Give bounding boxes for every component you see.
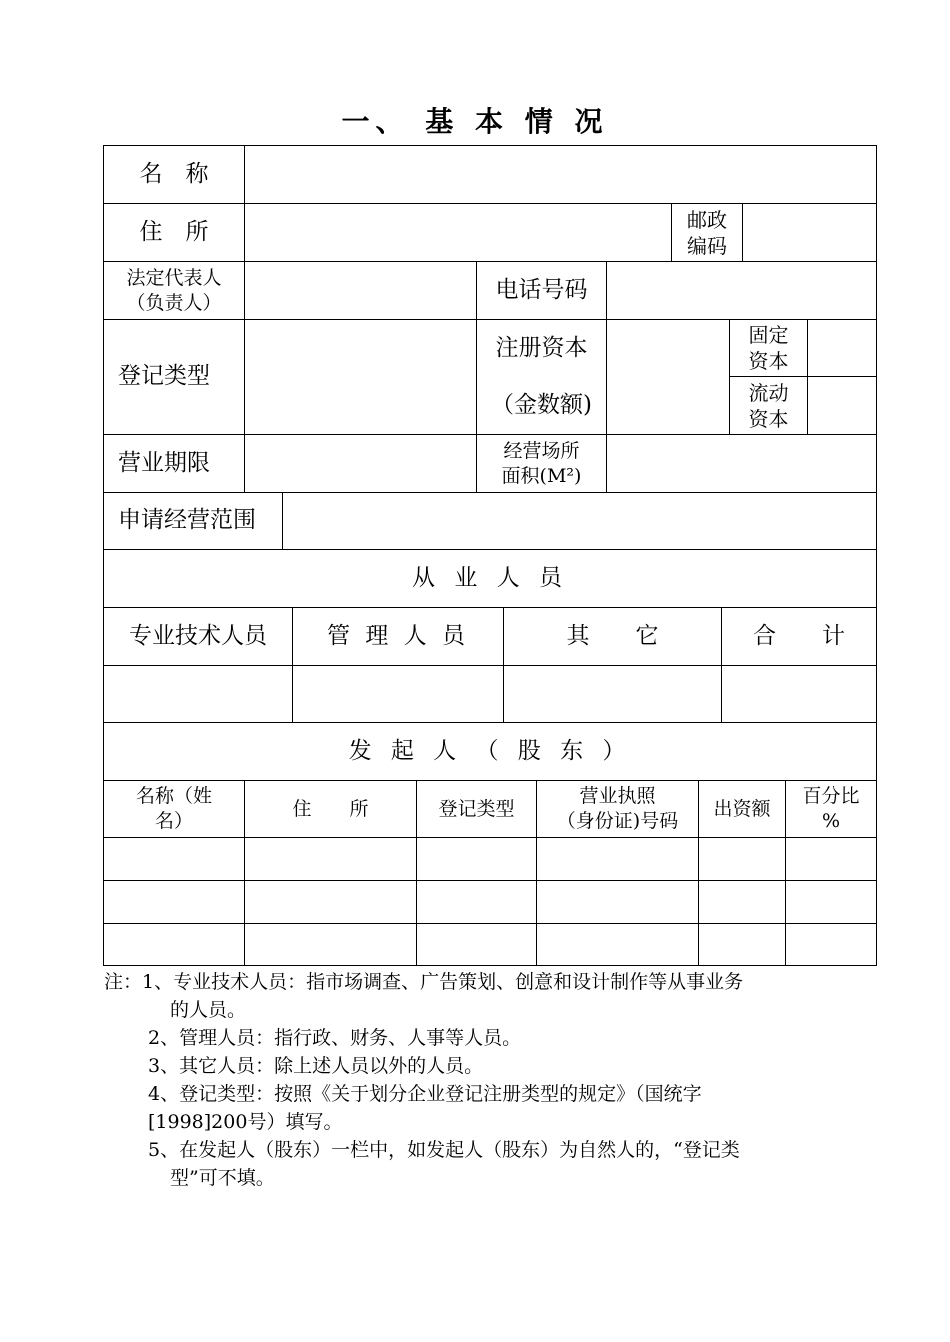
reg-type-label: 登记类型 [103,319,245,435]
name-label: 名 称 [103,145,245,204]
business-term-field[interactable] [244,434,477,493]
founders-row-3-reg-type[interactable] [416,923,537,966]
phone-field[interactable] [606,261,877,320]
founders-row-1-license[interactable] [536,837,699,881]
business-term-label: 营业期限 [103,434,245,493]
staff-section-title: 从 业 人 员 [103,549,877,608]
address-field[interactable] [244,203,672,262]
note-4: 4、登记类型：按照《关于划分企业登记注册类型的规定》（国统字 [148,1083,702,1105]
founders-row-2-address[interactable] [244,880,417,924]
founders-row-3-percent[interactable] [785,923,877,966]
fixed-capital-label: 固定 资本 [729,319,808,377]
founders-row-3-capital[interactable] [698,923,786,966]
staff-header-management: 管 理 人 员 [292,607,504,666]
reg-type-field[interactable] [244,319,477,435]
founders-row-2-license[interactable] [536,880,699,924]
business-scope-label: 申请经营范围 [103,492,283,550]
note-5: 5、在发起人（股东）一栏中，如发起人（股东）为自然人的，“登记类 [148,1139,740,1161]
founders-row-1-address[interactable] [244,837,417,881]
founders-row-3-license[interactable] [536,923,699,966]
note-4-cont: [1998]200号）填写。 [148,1111,343,1133]
founders-row-2-name[interactable] [103,880,245,924]
staff-other-field[interactable] [503,665,722,723]
founders-header-name: 名称（姓 名） [103,780,245,838]
staff-header-total: 合 计 [721,607,877,666]
postcode-label: 邮政 编码 [671,203,743,262]
founders-row-1-reg-type[interactable] [416,837,537,881]
premises-area-field[interactable] [606,434,877,493]
founders-header-reg-type: 登记类型 [416,780,537,838]
page-title: 一、 基 本 情 况 [341,105,609,138]
floating-capital-label: 流动 资本 [729,376,808,435]
legal-rep-field[interactable] [244,261,477,320]
staff-header-other: 其 它 [503,607,722,666]
phone-label: 电话号码 [476,261,607,320]
founders-header-address: 住 所 [244,780,417,838]
founders-row-1-percent[interactable] [785,837,877,881]
founders-row-2-reg-type[interactable] [416,880,537,924]
founders-row-3-address[interactable] [244,923,417,966]
staff-management-field[interactable] [292,665,504,723]
note-5-cont: 型”可不填。 [170,1167,275,1189]
note-1: 注：1、专业技术人员：指市场调查、广告策划、创意和设计制作等从事业务 [104,971,744,993]
founders-section-title: 发 起 人 （ 股 东 ） [103,722,877,781]
founders-row-2-capital[interactable] [698,880,786,924]
founders-row-3-name[interactable] [103,923,245,966]
founders-header-capital: 出资额 [698,780,786,838]
fixed-capital-field[interactable] [807,319,877,377]
premises-area-label: 经营场所 面积(M²) [476,434,607,493]
name-field[interactable] [244,145,877,204]
staff-header-technical: 专业技术人员 [103,607,293,666]
staff-technical-field[interactable] [103,665,293,723]
note-1-cont: 的人员。 [170,999,247,1021]
legal-rep-label: 法定代表人 （负责人） [103,261,245,320]
business-scope-field[interactable] [282,492,877,550]
postcode-field[interactable] [742,203,877,262]
founders-header-license: 营业执照 （身份证)号码 [536,780,699,838]
reg-capital-label: 注册资本 （金数额) [476,319,607,435]
note-3: 3、其它人员：除上述人员以外的人员。 [148,1055,484,1077]
founders-header-percent: 百分比 % [785,780,877,838]
address-label: 住 所 [103,203,245,262]
note-2: 2、管理人员：指行政、财务、人事等人员。 [148,1027,522,1049]
floating-capital-field[interactable] [807,376,877,435]
reg-capital-field[interactable] [606,319,730,435]
notes [104,968,864,1192]
founders-row-1-name[interactable] [103,837,245,881]
staff-total-field[interactable] [721,665,877,723]
founders-row-1-capital[interactable] [698,837,786,881]
founders-row-2-percent[interactable] [785,880,877,924]
